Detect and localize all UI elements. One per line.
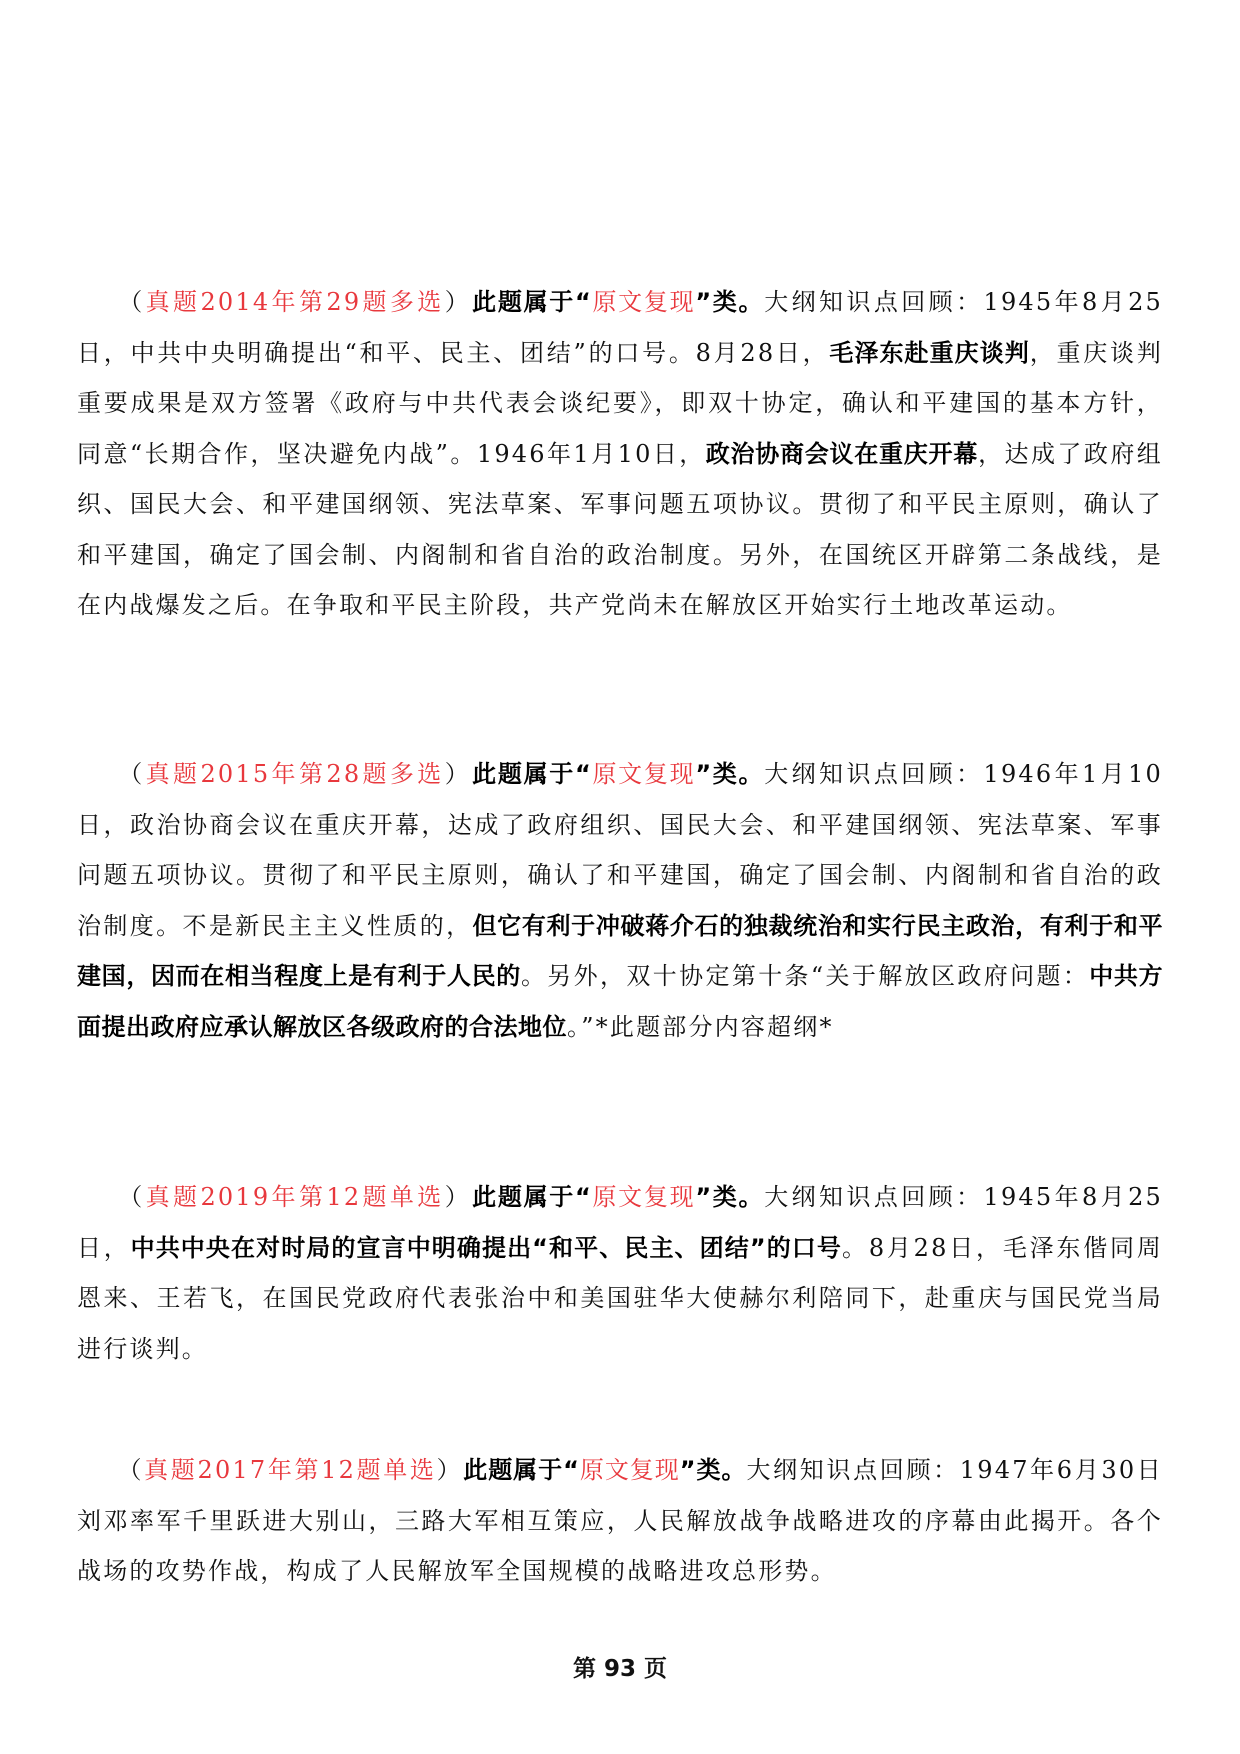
category-label: 原文复现 bbox=[591, 760, 696, 788]
body-text: 大纲知识点回顾：1945年8月25日，中共中央明确提出“和平、民主、团结”的口号。8月28日， bbox=[77, 288, 1164, 367]
answer-paragraph bbox=[77, 749, 1163, 1052]
question-source-label: 真题2019年第12题单选 bbox=[145, 1183, 445, 1211]
body-text: 大纲知识点回顾：1947年6月30日刘邓率军千里跃进大别山，三路大军相互策应，人民解放战争战略进攻的序幕由此揭开。各个战场的攻势作战，构成了人民解放军全国规模的战略进攻总形势。 bbox=[77, 1456, 1164, 1585]
body-text: 大纲知识点回顾：1946年1月10日，政治协商会议在重庆开幕，达成了政府组织、国民大会、和平建国纲领、宪法草案、军事问题五项协议。贯彻了和平民主原则，确认了和平建国，确定了国会制、内阁制和省自治的政治制度。不是新民主主义性质的， bbox=[77, 760, 1164, 940]
category-label: 原文复现 bbox=[591, 1183, 696, 1211]
emphasis-text: 中共方面提出政府应承认解放区各级政府的合法地位 bbox=[77, 962, 1164, 1041]
body-text: 大纲知识点回顾：1945年8月25日， bbox=[77, 1183, 1164, 1262]
body-text: 。另外，双十协定第十条“关于解放区政府问题： bbox=[520, 962, 1090, 990]
emphasis-text: 此题属于“ bbox=[472, 288, 592, 316]
body-text: （ bbox=[117, 288, 146, 316]
body-text: （ bbox=[117, 1456, 145, 1484]
question-source-label: 真题2015年第28题多选 bbox=[145, 760, 445, 788]
body-text: 。”*此题部分内容超纲* bbox=[567, 1012, 834, 1041]
emphasis-text: 政治协商会议在重庆开幕 bbox=[705, 439, 979, 468]
question-source-label: 真题2017年第12题单选 bbox=[144, 1456, 437, 1484]
emphasis-text: 中共中央在对时局的宣言中明确提出“和平、民主、团结”的口号 bbox=[130, 1233, 843, 1262]
emphasis-text: 但它有利于冲破蒋介石的独裁统治和实行民主政治，有利于和平建国，因而在相当程度上是有利于人民的 bbox=[77, 911, 1163, 990]
body-text: ） bbox=[444, 760, 473, 788]
body-text: ） bbox=[444, 288, 473, 316]
body-text: ） bbox=[444, 1183, 473, 1211]
category-label: 原文复现 bbox=[579, 1456, 680, 1484]
body-text: （ bbox=[117, 1183, 146, 1211]
emphasis-text: ”类。 bbox=[695, 760, 765, 788]
emphasis-text: 此题属于“ bbox=[463, 1456, 580, 1484]
body-text: （ bbox=[117, 760, 146, 788]
emphasis-text: ”类。 bbox=[695, 1183, 765, 1211]
category-label: 原文复现 bbox=[591, 288, 696, 316]
emphasis-text: ”类。 bbox=[695, 288, 765, 316]
emphasis-text: 此题属于“ bbox=[472, 760, 592, 788]
emphasis-text: 此题属于“ bbox=[472, 1183, 592, 1211]
answer-paragraph bbox=[77, 1172, 1163, 1374]
body-text: 。8月28日，毛泽东偕同周恩来、王若飞，在国民党政府代表张治中和美国驻华大使赫尔利陪同下，赴重庆与国民党当局进行谈判。 bbox=[77, 1233, 1164, 1363]
body-text: ，达成了政府组织、国民大会、和平建国纲领、宪法草案、军事问题五项协议。贯彻了和平民主原则，确认了和平建国，确定了国会制、内阁制和省自治的政治制度。另外，在国统区开辟第二条战线，是在内战爆发之后。在争取和平民主阶段，共产党尚未在解放区开始实行土地改革运动。 bbox=[77, 439, 1164, 619]
emphasis-text: ”类。 bbox=[679, 1456, 747, 1484]
emphasis-text: 毛泽东赴重庆谈判 bbox=[829, 338, 1030, 367]
body-text: ） bbox=[436, 1456, 464, 1484]
question-source-label: 真题2014年第29题多选 bbox=[145, 288, 445, 316]
body-text: ，重庆谈判重要成果是双方签署《政府与中共代表会谈纪要》，即双十协定，确认和平建国的基本方针，同意“长期合作，坚决避免内战”。1946年1月10日， bbox=[77, 338, 1164, 468]
page-number: 第 93 页 bbox=[572, 1656, 668, 1682]
answer-paragraph bbox=[77, 277, 1163, 631]
answer-paragraph bbox=[77, 1445, 1163, 1597]
